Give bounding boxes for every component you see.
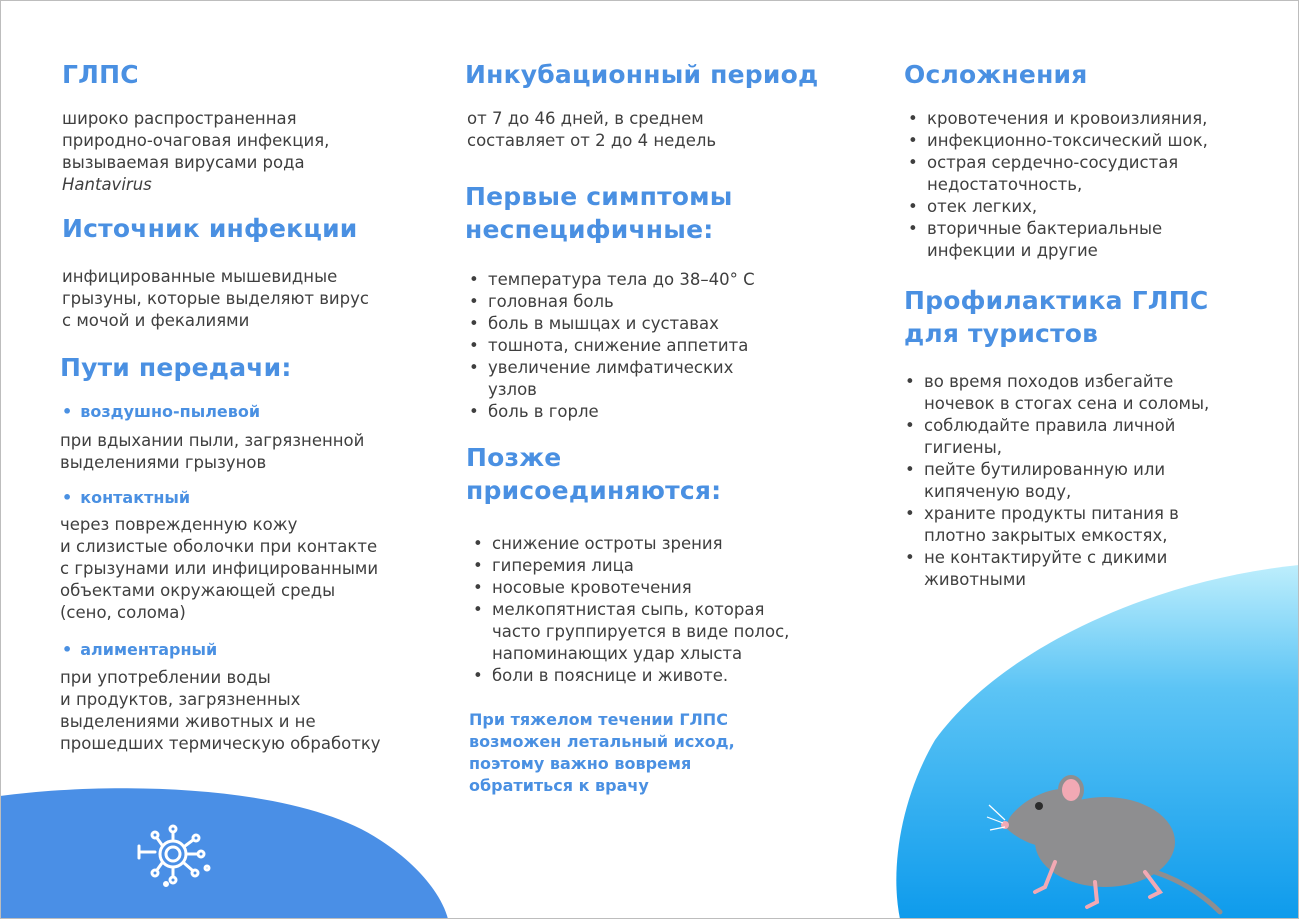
route-name: контактный [80,488,191,507]
later-symptoms-list [470,533,789,687]
route-name: воздушно-пылевой [80,402,261,421]
glps-definition [62,108,329,196]
source-line: с мочой и фекалиями [62,311,250,330]
warning-line: поэтому важно вовремя [469,754,692,773]
warning-line: возможен летальный исход, [469,732,735,751]
list-item: • храните продукты питания в плотно закрытых емкостях, [902,503,1209,547]
transmission-title: Пути передачи: [60,353,292,382]
route-alimentary-heading: • алиментарный [62,640,218,659]
list-item: • отек легких, [905,196,1208,218]
list-item: • соблюдайте правила личной гигиены, [902,415,1209,459]
route-alimentary-text [60,667,381,755]
list-item: • боль в мышцах и суставах [466,313,755,335]
title-line: Первые симптомы [465,182,733,211]
route-line: при употреблении воды [60,668,271,687]
list-item: • вторичные бактериальные инфекции и другие [905,218,1208,262]
route-contact-heading: • контактный [62,488,191,507]
list-item: • не контактируйте с дикими животными [902,547,1209,591]
prevention-list [902,371,1209,591]
title-line: Позже [466,443,562,472]
first-symptoms-list [466,269,755,423]
list-item: • снижение остроты зрения [470,533,789,555]
glps-definition-line: широко распространенная [62,109,297,128]
rat-illustration [985,762,1245,919]
route-line: объектами окружающей среды [60,581,336,600]
incubation-title: Инкубационный период [465,60,819,89]
complications-title: Осложнения [904,60,1088,89]
route-airborne-text [60,430,364,474]
source-title: Источник инфекции [62,214,358,243]
route-line: и продуктов, загрязненных [60,690,301,709]
list-item: • боль в горле [466,401,755,423]
glps-definition-line: природно-очаговая инфекция, [62,131,330,150]
list-item: • мелкопятнистая сыпь, которая часто группируется в виде полос, напоминающих удар хлыста [470,599,789,665]
incubation-line: от 7 до 46 дней, в среднем [467,109,704,128]
title-line: присоединяются: [466,476,722,505]
list-item: • увеличение лимфатических узлов [466,357,755,401]
warning-line: При тяжелом течении ГЛПС [469,710,728,729]
list-item: • боли в пояснице и животе. [470,665,789,687]
route-line: при вдыхании пыли, загрязненной [60,431,365,450]
route-line: (сено, солома) [60,603,186,622]
title-line: неспецифичные: [465,215,714,244]
source-line: инфицированные мышевидные [62,267,338,286]
list-item: • температура тела до 38–40° С [466,269,755,291]
first-symptoms-title [465,180,733,246]
left-blue-blob [0,788,448,919]
list-item: • острая сердечно-сосудистая недостаточность, [905,152,1208,196]
prevention-title [904,284,1208,350]
complications-list [905,108,1208,262]
route-contact-text [60,514,378,624]
list-item: • тошнота, снижение аппетита [466,335,755,357]
route-line: выделениями животных и не [60,712,316,731]
route-airborne-heading: • воздушно-пылевой [62,402,261,421]
list-item: • во время походов избегайте ночевок в стогах сена и соломы, [902,371,1209,415]
route-name: алиментарный [80,640,218,659]
warning-line: обратиться к врачу [469,776,649,795]
route-line: и слизистые оболочки при контакте [60,537,378,556]
source-text [62,266,369,332]
route-line: с грызунами или инфицированными [60,559,379,578]
genus-name: Hantavirus [62,175,152,194]
list-item: • инфекционно-токсический шок, [905,130,1208,152]
route-line: через поврежденную кожу [60,515,298,534]
title-line: Профилактика ГЛПС [904,286,1209,315]
list-item: • пейте бутилированную или кипяченую воду, [902,459,1209,503]
list-item: • гиперемия лица [470,555,789,577]
route-line: выделениями грызунов [60,453,267,472]
later-symptoms-title [466,441,721,507]
route-line: прошедших термическую обработку [60,734,381,753]
list-item: • кровотечения и кровоизлияния, [905,108,1208,130]
title-line: для туристов [904,319,1099,348]
incubation-line: составляет от 2 до 4 недель [467,131,717,150]
severe-course-warning [469,709,735,797]
glps-definition-line: вызываемая вирусами рода [62,153,305,172]
incubation-text [467,108,716,152]
list-item: • носовые кровотечения [470,577,789,599]
list-item: • головная боль [466,291,755,313]
virus-icon [133,822,223,888]
glps-title: ГЛПС [62,60,139,89]
source-line: грызуны, которые выделяют вирус [62,289,369,308]
